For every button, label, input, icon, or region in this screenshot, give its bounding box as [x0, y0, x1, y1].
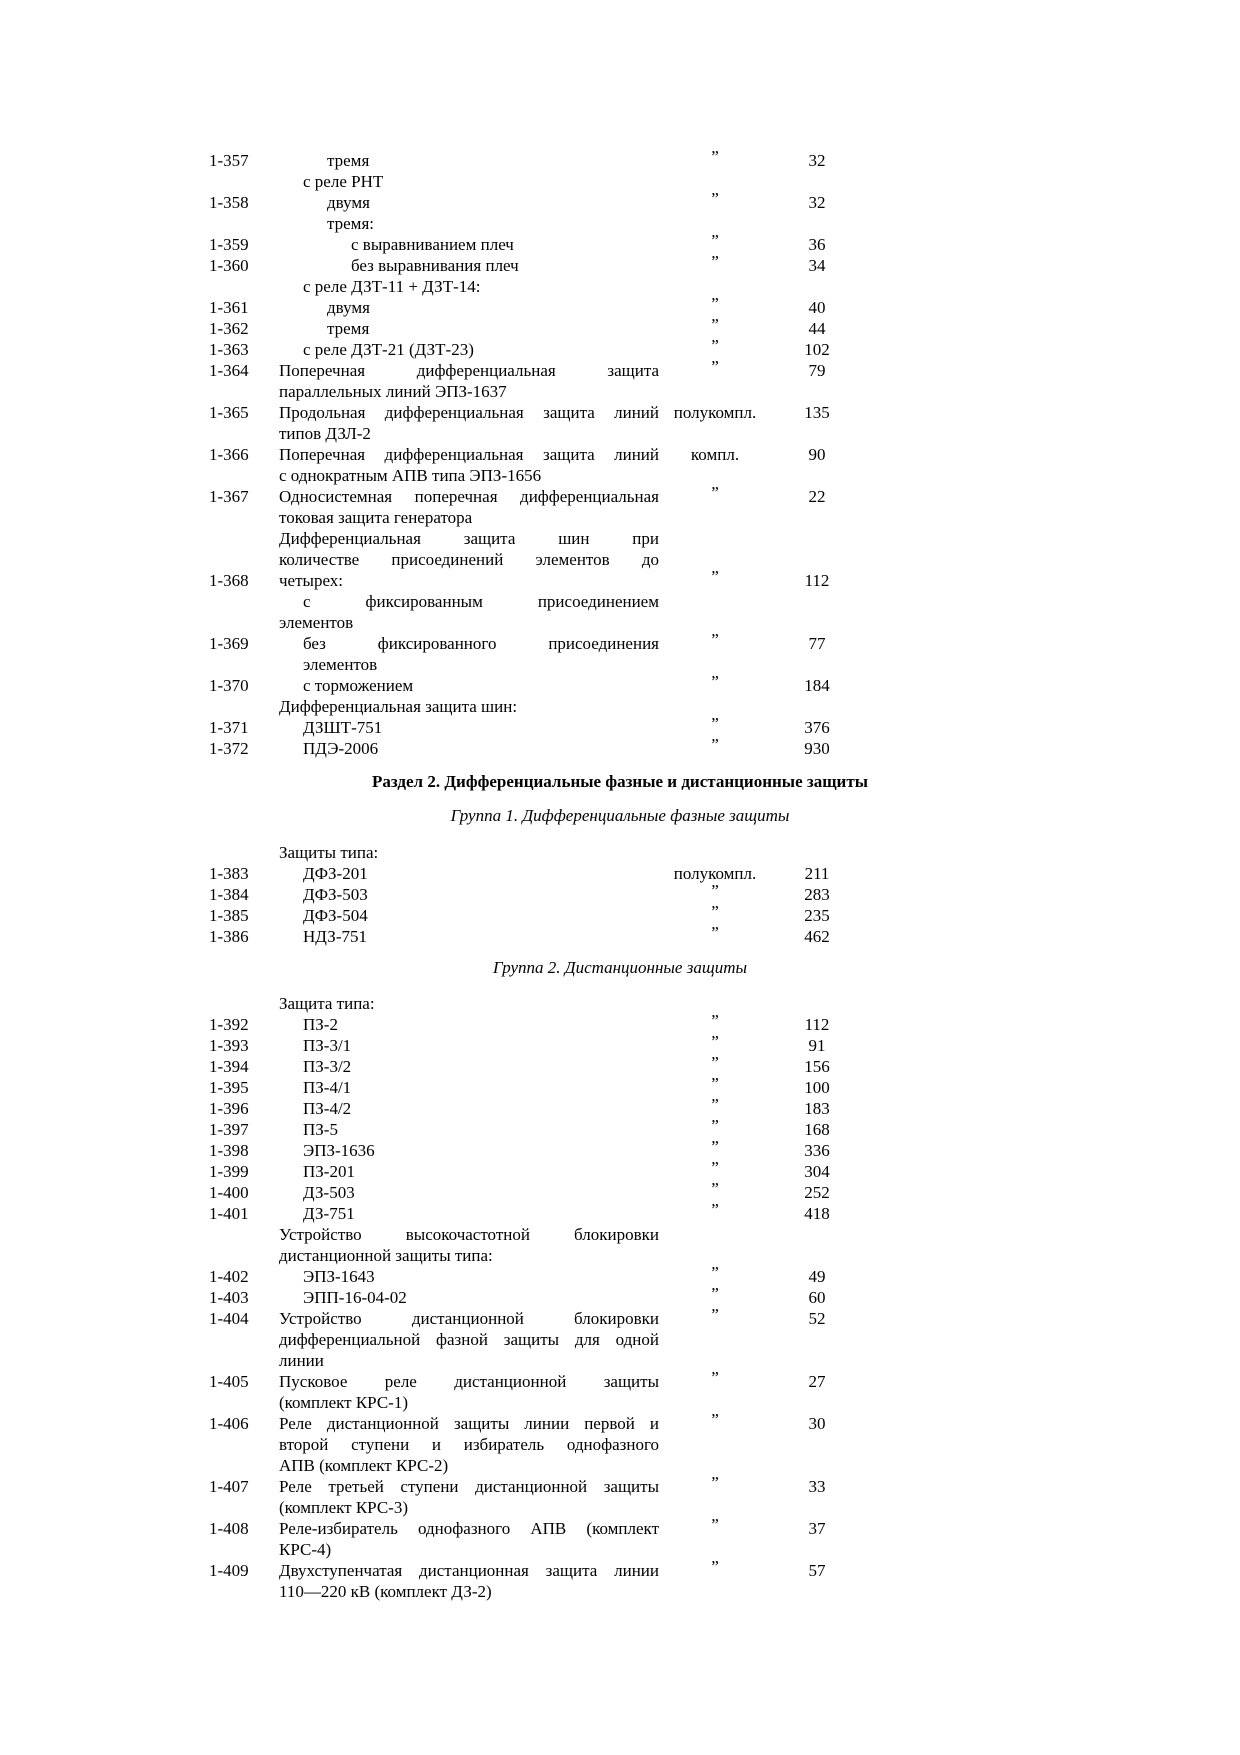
table-row [0, 696, 1240, 717]
group-1-title: Группа 1. Дифференциальные фазные защиты [450, 806, 790, 825]
item-unit: ” [711, 1557, 719, 1576]
item-unit: полукомпл. [673, 864, 757, 883]
item-price: 252 [804, 1183, 830, 1202]
item-code: 1-369 [209, 634, 249, 653]
item-description: с реле РНТ [303, 172, 384, 191]
item-description: ПЗ-3/1 [303, 1036, 352, 1055]
table-row [0, 1095, 1240, 1119]
item-description: с однократным АПВ типа ЭПЗ-1656 [279, 466, 542, 485]
item-code: 1-360 [209, 256, 249, 275]
item-price: 34 [808, 256, 826, 275]
table-row [0, 1179, 1240, 1203]
item-code: 1-400 [209, 1183, 249, 1202]
item-description: тремя: [327, 214, 374, 233]
item-description: Поперечная дифференциальная защита [279, 361, 659, 380]
table-row [0, 1473, 1240, 1497]
item-description: второй ступени и избиратель однофазного [279, 1435, 659, 1454]
item-price: 462 [804, 927, 830, 946]
item-unit: ” [711, 567, 719, 586]
item-description: (комплект КРС-1) [279, 1393, 408, 1412]
item-description: с реле ДЗТ-21 (ДЗТ-23) [303, 340, 474, 359]
item-code: 1-371 [209, 718, 249, 737]
item-code: 1-409 [209, 1561, 249, 1580]
item-code: 1-386 [209, 927, 249, 946]
item-description: Дифференциальная защита шин: [279, 697, 518, 716]
item-description: Реле-избиратель однофазного АПВ (комплект [279, 1519, 659, 1538]
table-row [0, 863, 1240, 884]
item-description: ПЗ-4/1 [303, 1078, 352, 1097]
item-unit: ” [711, 231, 719, 250]
item-description: двумя [327, 298, 370, 317]
table-row [0, 402, 1240, 423]
item-price: 930 [804, 739, 830, 758]
table-row [0, 1224, 1240, 1245]
item-description: Защита типа: [279, 994, 375, 1013]
item-description: параллельных линий ЭПЗ-1637 [279, 382, 507, 401]
table-row [0, 1515, 1240, 1539]
table-row [0, 612, 1240, 633]
item-unit: ” [711, 630, 719, 649]
item-description: без выравнивания плеч [351, 256, 519, 275]
table-row [0, 336, 1240, 360]
item-description: типов ДЗЛ-2 [279, 424, 371, 443]
item-unit: ” [711, 1158, 719, 1177]
item-description: тремя [327, 319, 370, 338]
table-row [0, 1245, 1240, 1266]
table-row [0, 465, 1240, 486]
table-row [0, 1410, 1240, 1434]
table-row [0, 902, 1240, 926]
item-price: 32 [808, 151, 826, 170]
item-unit: ” [711, 1137, 719, 1156]
table-row [0, 1158, 1240, 1182]
item-price: 36 [808, 235, 826, 254]
item-description: с реле ДЗТ-11 + ДЗТ-14: [303, 277, 481, 296]
item-code: 1-365 [209, 403, 249, 422]
item-unit: ” [711, 1095, 719, 1114]
item-price: 376 [804, 718, 830, 737]
item-description: элементов [279, 613, 354, 632]
item-unit: ” [711, 315, 719, 334]
item-code: 1-372 [209, 739, 249, 758]
item-unit: ” [711, 881, 719, 900]
item-code: 1-370 [209, 676, 249, 695]
table-row [0, 1455, 1240, 1476]
item-description: четырех: [279, 571, 343, 590]
item-description: 110—220 кВ (комплект ДЗ-2) [279, 1582, 492, 1601]
item-code: 1-392 [209, 1015, 249, 1034]
item-price: 91 [808, 1036, 826, 1055]
item-description: ПЗ-5 [303, 1120, 338, 1139]
item-description: количестве присоединений элементов до [279, 550, 659, 569]
item-unit: ” [711, 1263, 719, 1282]
item-price: 77 [808, 634, 826, 653]
item-unit: ” [711, 189, 719, 208]
table-row [0, 528, 1240, 549]
table-row [0, 1581, 1240, 1602]
item-price: 37 [808, 1519, 826, 1538]
item-code: 1-364 [209, 361, 249, 380]
item-description: ЭПЗ-1636 [303, 1141, 375, 1160]
table-row [0, 591, 1240, 612]
item-description: Поперечная дифференциальная защита линий [279, 445, 659, 464]
table-row [0, 881, 1240, 905]
table-row [0, 252, 1240, 276]
item-price: 49 [808, 1267, 826, 1286]
table-row [0, 1200, 1240, 1224]
item-price: 33 [808, 1477, 826, 1496]
table-row [0, 923, 1240, 947]
item-price: 112 [804, 571, 830, 590]
table-row [0, 1368, 1240, 1392]
item-description: ПДЭ-2006 [303, 739, 379, 758]
item-price: 418 [804, 1204, 830, 1223]
table-row [0, 1116, 1240, 1140]
item-price: 112 [804, 1015, 830, 1034]
group-2-title: Группа 2. Дистанционные защиты [493, 958, 747, 977]
item-unit: ” [711, 1473, 719, 1492]
item-code: 1-393 [209, 1036, 249, 1055]
item-code: 1-407 [209, 1477, 249, 1496]
item-description: ПЗ-4/2 [303, 1099, 352, 1118]
item-unit: ” [711, 294, 719, 313]
item-code: 1-394 [209, 1057, 249, 1076]
table-row [0, 993, 1240, 1014]
item-unit: ” [711, 1179, 719, 1198]
item-description: ДЗШТ-751 [303, 718, 383, 737]
item-description: дистанционной защиты типа: [279, 1246, 493, 1265]
item-price: 235 [804, 906, 830, 925]
item-code: 1-359 [209, 235, 249, 254]
item-code: 1-408 [209, 1519, 249, 1538]
item-description: Устройство высокочастотной блокировки [279, 1225, 659, 1244]
table-row [0, 171, 1240, 192]
item-unit: ” [711, 147, 719, 166]
section-title: Раздел 2. Дифференциальные фазные и дистанционные защиты [372, 772, 868, 791]
item-description: ДФЗ-504 [303, 906, 368, 925]
item-unit: ” [711, 357, 719, 376]
item-description: Односистемная поперечная дифференциальная [279, 487, 659, 506]
table-row [0, 423, 1240, 444]
item-description: Реле дистанционной защиты линии первой и [279, 1414, 659, 1433]
table-row [0, 444, 1240, 465]
table-row [0, 1032, 1240, 1056]
item-code: 1-401 [209, 1204, 249, 1223]
item-price: 30 [808, 1414, 826, 1433]
item-price: 156 [804, 1057, 830, 1076]
table-row [0, 1539, 1240, 1560]
item-description: Двухступенчатая дистанционная защита линии [279, 1561, 659, 1580]
item-price: 135 [804, 403, 830, 422]
item-unit: ” [711, 1200, 719, 1219]
item-description: с фиксированным присоединением [303, 592, 659, 611]
item-code: 1-398 [209, 1141, 249, 1160]
table-row [0, 630, 1240, 654]
table-row [0, 507, 1240, 528]
item-unit: ” [711, 336, 719, 355]
item-unit: ” [711, 1284, 719, 1303]
table-row [0, 1434, 1240, 1455]
item-unit: ” [711, 1305, 719, 1324]
item-price: 32 [808, 193, 826, 212]
table-row [0, 1137, 1240, 1161]
item-code: 1-368 [209, 571, 249, 590]
item-description: Реле третьей ступени дистанционной защиты [279, 1477, 659, 1496]
table-row [0, 714, 1240, 738]
table-row [0, 842, 1240, 863]
table-row [0, 357, 1240, 381]
table-row [0, 213, 1240, 234]
item-code: 1-399 [209, 1162, 249, 1181]
table-row [0, 654, 1240, 675]
item-price: 79 [808, 361, 826, 380]
item-unit: компл. [690, 445, 740, 464]
item-unit: ” [711, 902, 719, 921]
table-row [0, 1263, 1240, 1287]
item-code: 1-384 [209, 885, 249, 904]
table-row [0, 1011, 1240, 1035]
item-code: 1-357 [209, 151, 249, 170]
item-description: Продольная дифференциальная защита линий [279, 403, 659, 422]
item-unit: ” [711, 483, 719, 502]
item-code: 1-385 [209, 906, 249, 925]
item-code: 1-402 [209, 1267, 249, 1286]
item-price: 304 [804, 1162, 830, 1181]
item-description: Защиты типа: [279, 843, 379, 862]
item-price: 336 [804, 1141, 830, 1160]
item-price: 60 [808, 1288, 826, 1307]
item-price: 283 [804, 885, 830, 904]
item-unit: ” [711, 1074, 719, 1093]
table-row [0, 1350, 1240, 1371]
item-unit: ” [711, 1410, 719, 1429]
item-code: 1-395 [209, 1078, 249, 1097]
table-row [0, 294, 1240, 318]
item-description: ДФЗ-201 [303, 864, 368, 883]
item-code: 1-361 [209, 298, 249, 317]
table-row [0, 1329, 1240, 1350]
table-row [0, 1497, 1240, 1518]
table-row [0, 276, 1240, 297]
item-price: 44 [808, 319, 826, 338]
item-code: 1-358 [209, 193, 249, 212]
item-description: ПЗ-3/2 [303, 1057, 352, 1076]
item-unit: ” [711, 1116, 719, 1135]
item-description: НДЗ-751 [303, 927, 367, 946]
table-row [0, 735, 1240, 759]
item-price: 57 [808, 1561, 826, 1580]
item-description: ПЗ-2 [303, 1015, 338, 1034]
item-price: 102 [804, 340, 830, 359]
item-price: 184 [804, 676, 830, 695]
item-description: с выравниванием плеч [351, 235, 514, 254]
item-code: 1-397 [209, 1120, 249, 1139]
item-price: 27 [808, 1372, 826, 1391]
item-description: (комплект КРС-3) [279, 1498, 408, 1517]
item-description: ПЗ-201 [303, 1162, 355, 1181]
item-description: ЭПП-16-04-02 [303, 1288, 407, 1307]
item-price: 211 [804, 864, 830, 883]
table-row [0, 549, 1240, 570]
item-unit: ” [711, 923, 719, 942]
item-code: 1-403 [209, 1288, 249, 1307]
table-row [0, 1557, 1240, 1581]
item-code: 1-406 [209, 1414, 249, 1433]
item-code: 1-367 [209, 487, 249, 506]
item-unit: ” [711, 672, 719, 691]
item-price: 100 [804, 1078, 830, 1097]
table-row [0, 672, 1240, 696]
item-description: без фиксированного присоединения [303, 634, 659, 653]
item-code: 1-363 [209, 340, 249, 359]
item-description: элементов [303, 655, 378, 674]
item-description: двумя [327, 193, 370, 212]
item-unit: ” [711, 1011, 719, 1030]
item-description: Пусковое реле дистанционной защиты [279, 1372, 659, 1391]
item-price: 22 [808, 487, 826, 506]
table-row [0, 1074, 1240, 1098]
table-row [0, 381, 1240, 402]
item-unit: ” [711, 1368, 719, 1387]
item-description: дифференциальной фазной защиты для одной [279, 1330, 659, 1349]
table-row [0, 483, 1240, 507]
item-description: ДЗ-751 [303, 1204, 355, 1223]
table-row [0, 231, 1240, 255]
table-row [0, 1284, 1240, 1308]
item-description: Устройство дистанционной блокировки [279, 1309, 659, 1328]
item-unit: ” [711, 714, 719, 733]
item-unit: ” [711, 1053, 719, 1072]
item-description: линии [279, 1351, 324, 1370]
item-unit: полукомпл. [673, 403, 757, 422]
table-row [0, 1392, 1240, 1413]
item-description: с торможением [303, 676, 414, 695]
item-code: 1-383 [209, 864, 249, 883]
item-price: 52 [808, 1309, 826, 1328]
item-unit: ” [711, 735, 719, 754]
item-code: 1-404 [209, 1309, 249, 1328]
table-row [0, 1305, 1240, 1329]
item-price: 183 [804, 1099, 830, 1118]
item-description: Дифференциальная защита шин при [279, 529, 659, 548]
item-unit: ” [711, 1515, 719, 1534]
item-code: 1-362 [209, 319, 249, 338]
item-price: 90 [808, 445, 826, 464]
item-unit: ” [711, 1032, 719, 1051]
item-description: ЭПЗ-1643 [303, 1267, 375, 1286]
item-description: тремя [327, 151, 370, 170]
item-unit: ” [711, 252, 719, 271]
item-description: АПВ (комплект КРС-2) [279, 1456, 449, 1475]
item-code: 1-396 [209, 1099, 249, 1118]
item-description: токовая защита генератора [279, 508, 473, 527]
table-row [0, 315, 1240, 339]
item-code: 1-366 [209, 445, 249, 464]
table-row [0, 147, 1240, 171]
item-code: 1-405 [209, 1372, 249, 1391]
table-row [0, 189, 1240, 213]
table-row [0, 1053, 1240, 1077]
item-price: 40 [808, 298, 826, 317]
item-description: ДЗ-503 [303, 1183, 355, 1202]
item-price: 168 [804, 1120, 830, 1139]
item-description: ДФЗ-503 [303, 885, 368, 904]
item-description: КРС-4) [279, 1540, 332, 1559]
table-row [0, 567, 1240, 591]
